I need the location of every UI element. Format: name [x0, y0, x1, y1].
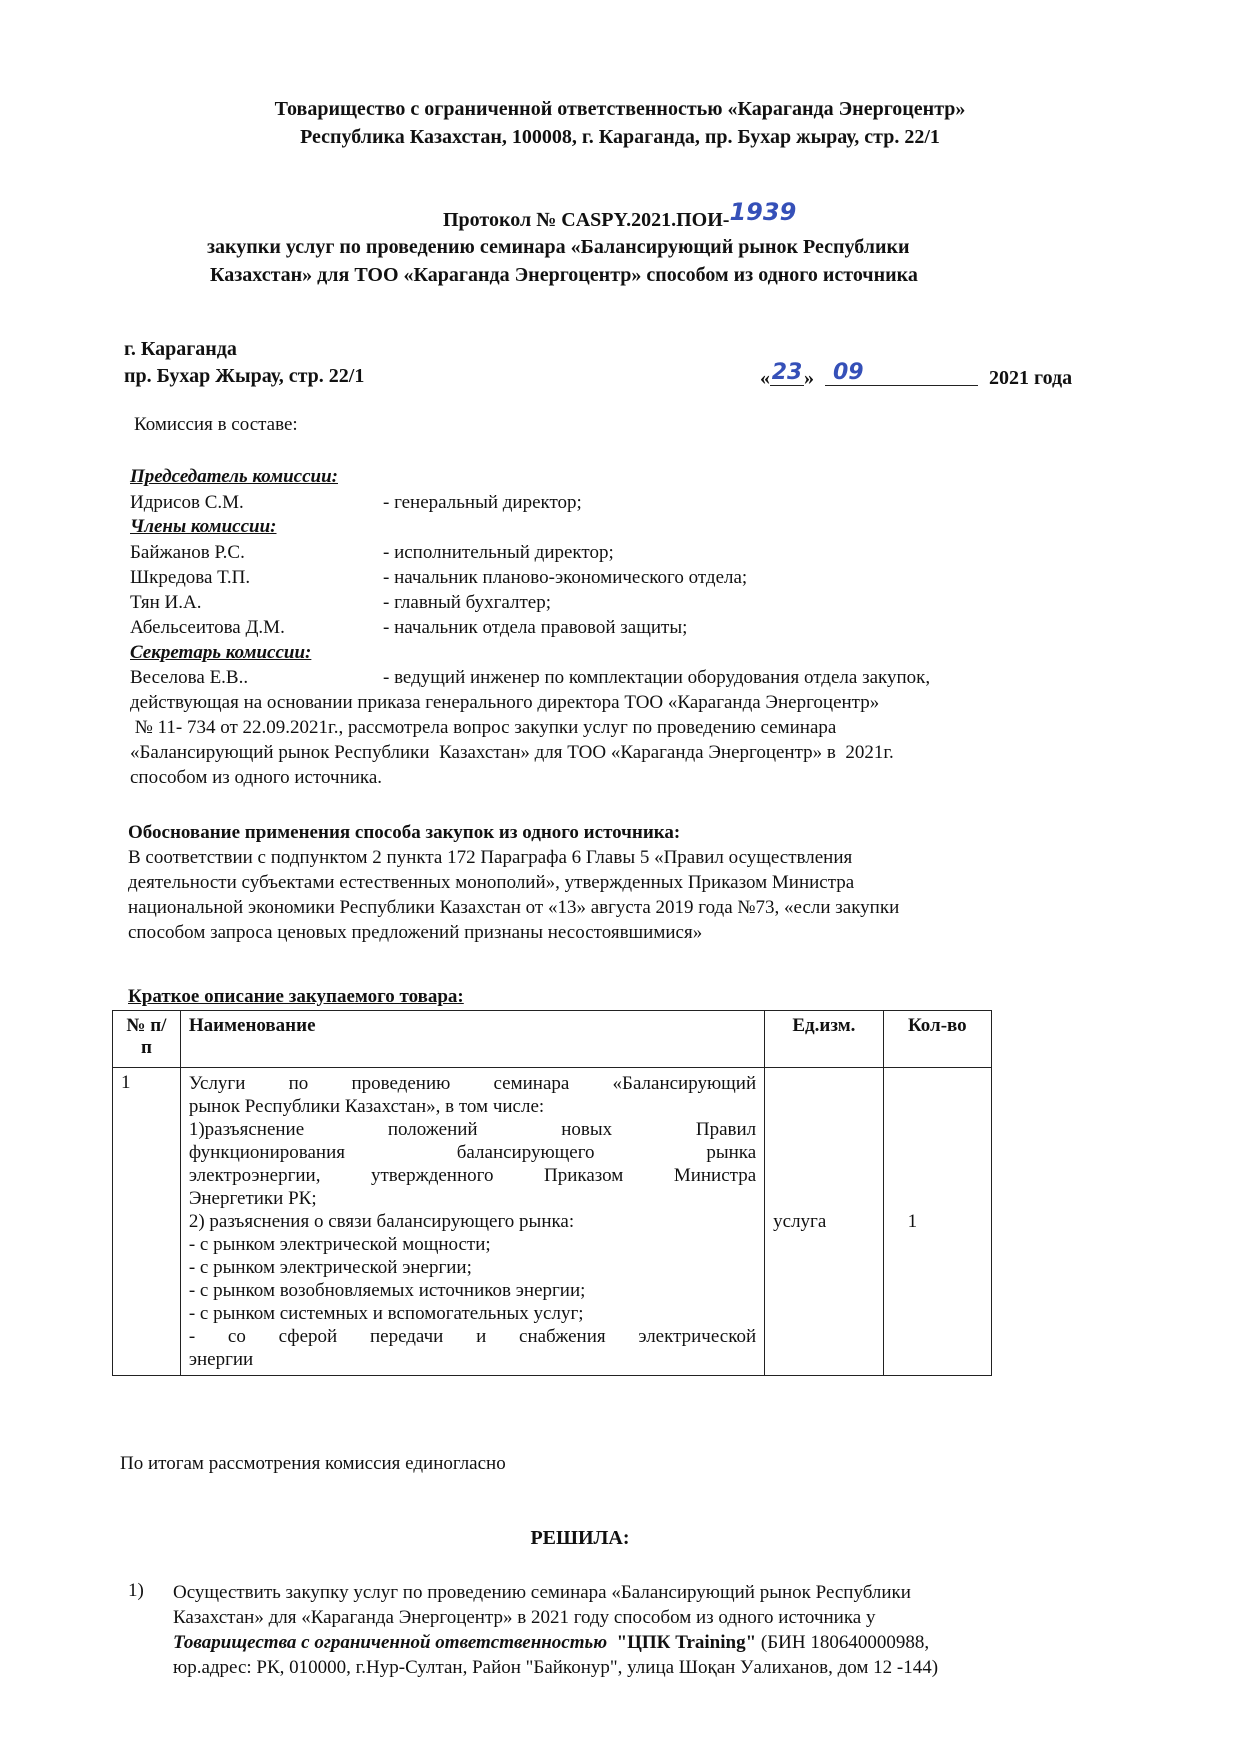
- col-header-unit: Ед.изм.: [765, 1011, 883, 1068]
- justification-line: национальной экономики Республики Казахстан от «13» августа 2019 года №73, «если закупки: [128, 897, 900, 918]
- decision-line: Осуществить закупку услуг по проведению семинара «Балансирующий рынок Республики: [173, 1582, 911, 1603]
- col-header-name: Наименование: [180, 1011, 764, 1068]
- name-line: рынок Республики Казахстан», в том числе:: [188, 1096, 545, 1117]
- cell-qty: 1: [883, 1068, 991, 1376]
- chair-heading: Председатель комиссии:: [130, 466, 338, 487]
- commission-intro: Комиссия в составе:: [134, 414, 298, 435]
- date-month-handwritten: 09: [825, 360, 978, 386]
- member-name: Абельсеитова Д.М.: [130, 617, 285, 638]
- commission-text-line: способом из одного источника.: [130, 767, 383, 788]
- date-day-handwritten: 23: [771, 360, 803, 385]
- member-role: - исполнительный директор;: [383, 542, 614, 563]
- name-line: - со сферой передачи и снабжения электрической: [188, 1326, 757, 1347]
- member-role: - начальник отдела правовой защиты;: [383, 617, 688, 638]
- member-name: Тян И.А.: [130, 592, 202, 613]
- secretary-heading: Секретарь комиссии:: [130, 642, 312, 663]
- name-line: Энергетики РК;: [188, 1188, 317, 1209]
- cell-num: 1: [113, 1068, 181, 1376]
- decision-heading: РЕШИЛА:: [530, 1527, 630, 1549]
- justification-heading: Обоснование применения способа закупок из одного источника:: [128, 822, 681, 843]
- members-heading: Члены комиссии:: [130, 516, 277, 537]
- protocol-date: [760, 360, 1073, 391]
- justification-line: деятельности субъектами естественных монополий», утвержденных Приказом Министра: [128, 872, 855, 893]
- member-name: Байжанов Р.С.: [130, 542, 245, 563]
- secretary-name: Веселова Е.В..: [130, 667, 249, 688]
- date-year: 2021 года: [989, 367, 1073, 389]
- protocol-title-prefix: Протокол № CASPY.2021.ПОИ-: [443, 209, 730, 231]
- commission-text-line: действующая на основании приказа генерального директора ТОО «Караганда Энергоцентр»: [130, 692, 880, 713]
- name-line: - с рынком электрической мощности;: [188, 1234, 491, 1255]
- supplier-name: "ЦПК Training": [616, 1632, 757, 1653]
- name-line: - с рынком возобновляемых источников энергии;: [188, 1280, 586, 1301]
- justification-line-wrap: [128, 847, 1118, 869]
- commission-text-line: № 11- 734 от 22.09.2021г., рассмотрела вопрос закупки услуг по проведению семинара: [130, 717, 837, 738]
- name-line: энергии: [188, 1349, 254, 1370]
- col-header-qty: Кол-во: [883, 1011, 991, 1068]
- chair-name: Идрисов С.М.: [130, 492, 244, 513]
- justification-line: способом запроса ценовых предложений признаны несостоявшимися»: [128, 922, 703, 943]
- table-header-row: [113, 1011, 992, 1068]
- street-address: пр. Бухар Жырау, стр. 22/1: [124, 365, 365, 387]
- protocol-subtitle-line2: Казахстан» для ТОО «Караганда Энергоцентр» способом из одного источника: [210, 264, 918, 286]
- secretary-role: - ведущий инженер по комплектации оборудования отдела закупок,: [383, 667, 931, 688]
- justification-line-text: В соответствии с подпунктом 2 пункта 172 Параграфа 6 Главы 5 «Правил осуществления: [128, 847, 853, 868]
- name-line: электроэнергии, утвержденного Приказом Министра: [188, 1165, 757, 1186]
- member-role: - начальник планово-экономического отдела;: [383, 567, 748, 588]
- city: г. Караганда: [124, 338, 237, 360]
- goods-table: [112, 1010, 992, 1376]
- name-line: 1)разъяснение положений новых Правил: [188, 1119, 757, 1140]
- table-row: [113, 1068, 992, 1376]
- result-intro: По итогам рассмотрения комиссия единогласно: [120, 1453, 506, 1474]
- name-line: 2) разъяснения о связи балансирующего рынка:: [188, 1211, 575, 1232]
- org-address: Республика Казахстан, 100008, г. Караганда, пр. Бухар жырау, стр. 22/1: [300, 126, 940, 148]
- name-line: функционирования балансирующего рынка: [188, 1142, 757, 1163]
- name-line: - с рынком системных и вспомогательных услуг;: [188, 1303, 584, 1324]
- decision-item-number: 1): [128, 1580, 144, 1601]
- decision-line: юр.адрес: РК, 010000, г.Нур-Султан, Район "Байконур", улица Шоқан Уалиханов, дом 12 -144): [173, 1657, 939, 1678]
- name-line: - с рынком электрической энергии;: [188, 1257, 472, 1278]
- protocol-title: [443, 198, 797, 232]
- goods-heading: Краткое описание закупаемого товара:: [128, 986, 464, 1007]
- supplier-bin: (БИН 180640000988,: [760, 1632, 930, 1653]
- protocol-number-handwritten: 1939: [729, 198, 797, 226]
- org-name: Товарищество с ограниченной ответственностью «Караганда Энергоцентр»: [274, 98, 966, 120]
- justification-line: [128, 847, 1118, 869]
- member-role: - главный бухгалтер;: [383, 592, 551, 613]
- cell-unit: услуга: [765, 1068, 883, 1376]
- cell-name: [180, 1068, 764, 1376]
- date-close-quote: »: [804, 367, 814, 389]
- commission-text-line: «Балансирующий рынок Республики Казахстан» для ТОО «Караганда Энергоцентр» в 2021г.: [130, 742, 894, 763]
- name-line: Услуги по проведению семинара «Балансирующий: [188, 1073, 757, 1094]
- decision-line: Казахстан» для «Караганда Энергоцентр» в 2021 году способом из одного источника у: [173, 1607, 876, 1628]
- date-open-quote: «: [760, 367, 770, 389]
- member-name: Шкредова Т.П.: [130, 567, 251, 588]
- protocol-subtitle-line1: закупки услуг по проведению семинара «Балансирующий рынок Республики: [207, 236, 910, 258]
- chair-role: - генеральный директор;: [383, 492, 582, 513]
- supplier-type: Товарищества с ограниченной ответственностью: [173, 1632, 608, 1653]
- col-header-num: № п/п: [113, 1011, 181, 1068]
- decision-line: [173, 1630, 1008, 1655]
